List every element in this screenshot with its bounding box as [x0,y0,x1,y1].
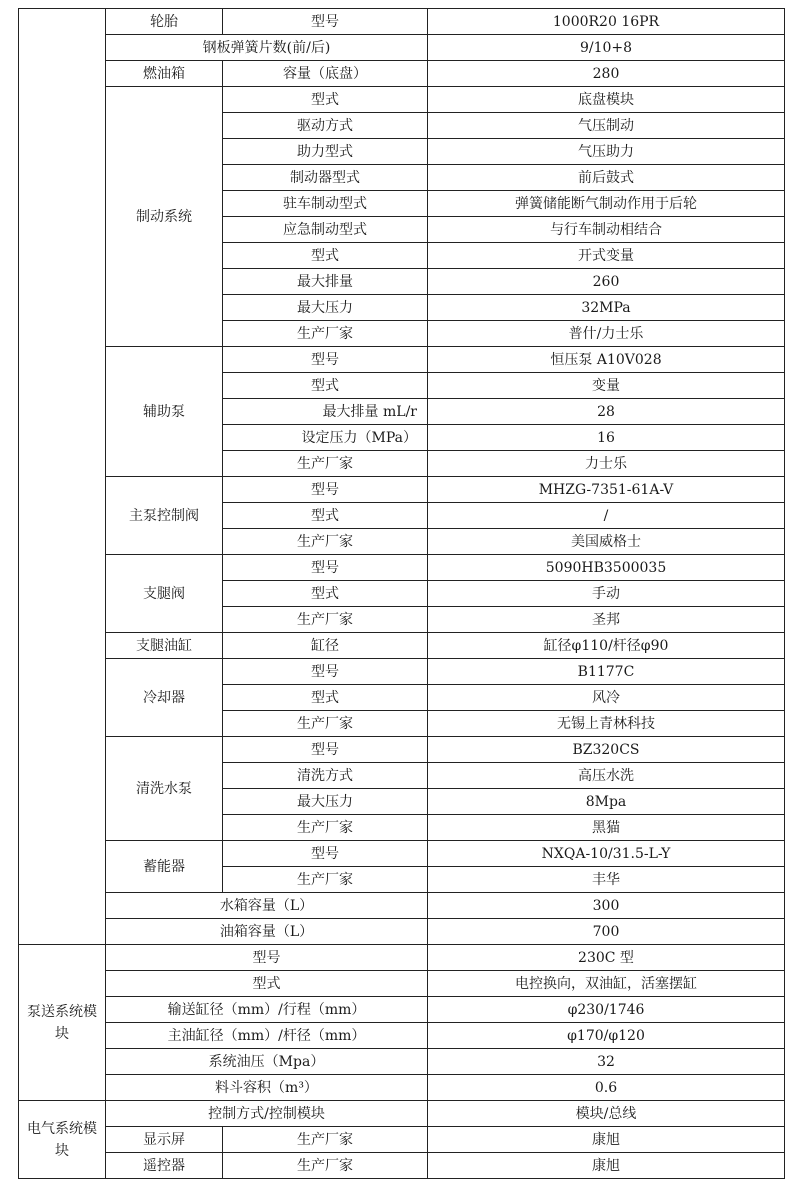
table-row [19,841,785,867]
param-cell: 生产厂家 [223,867,428,893]
value-cell: 230C 型 [428,945,785,971]
param-cell: 型式 [223,243,428,269]
value-cell: 8Mpa [428,789,785,815]
param-cell: 型式 [106,971,428,997]
value-cell: 32 [428,1049,785,1075]
module-cell-pumping: 泵送系统模块 [19,945,106,1101]
param-cell: 水箱容量（L） [106,893,428,919]
component-cell-aux-pump: 辅助泵 [106,347,223,477]
component-cell: 轮胎 [106,9,223,35]
value-cell: 电控换向，双油缸，活塞摆缸 [428,971,785,997]
chassis-module-cell [19,9,106,945]
value-cell: BZ320CS [428,737,785,763]
value-cell: 康旭 [428,1127,785,1153]
value-cell: 手动 [428,581,785,607]
table-row [19,35,785,61]
spec-table [18,8,785,1179]
param-cell: 型号 [223,477,428,503]
param-cell: 生产厂家 [223,711,428,737]
value-cell: 模块/总线 [428,1101,785,1127]
param-cell: 生产厂家 [223,529,428,555]
module-cell-electrical: 电气系统模块 [19,1101,106,1179]
param-cell: 型号 [223,9,428,35]
param-cell: 容量（底盘） [223,61,428,87]
value-cell: 高压水洗 [428,763,785,789]
table-row [19,919,785,945]
value-cell: 气压助力 [428,139,785,165]
table-row [19,971,785,997]
table-row [19,737,785,763]
param-cell: 型式 [223,581,428,607]
value-cell: 美国威格士 [428,529,785,555]
value-cell: 普什/力士乐 [428,321,785,347]
value-cell: / [428,503,785,529]
component-cell: 燃油箱 [106,61,223,87]
component-cell-cooler: 冷却器 [106,659,223,737]
param-cell: 缸径 [223,633,428,659]
table-row [19,555,785,581]
param-cell: 最大压力 [223,295,428,321]
table-row [19,997,785,1023]
table-row [19,633,785,659]
value-cell: 与行车制动相结合 [428,217,785,243]
value-cell: φ230/1746 [428,997,785,1023]
table-row [19,61,785,87]
param-cell: 生产厂家 [223,815,428,841]
value-cell: 28 [428,399,785,425]
value-cell: 300 [428,893,785,919]
param-cell: 型号 [106,945,428,971]
param-cell: 助力型式 [223,139,428,165]
table-row [19,9,785,35]
value-cell: φ170/φ120 [428,1023,785,1049]
param-cell: 型式 [223,373,428,399]
table-row [19,347,785,373]
value-cell: 底盘模块 [428,87,785,113]
param-cell: 型号 [223,737,428,763]
param-cell: 清洗方式 [223,763,428,789]
param-cell: 驱动方式 [223,113,428,139]
param-cell: 最大排量 [223,269,428,295]
value-cell: 风冷 [428,685,785,711]
value-cell: 无锡上青林科技 [428,711,785,737]
table-row [19,945,785,971]
param-cell: 最大排量 mL/r [223,399,428,425]
component-cell-brake-system: 制动系统 [106,87,223,347]
value-cell: 280 [428,61,785,87]
component-cell-main-pump-valve: 主泵控制阀 [106,477,223,555]
table-row [19,87,785,113]
component-cell: 显示屏 [106,1127,223,1153]
param-cell: 设定压力（MPa） [223,425,428,451]
param-cell: 型号 [223,659,428,685]
value-cell: 0.6 [428,1075,785,1101]
param-cell: 型式 [223,87,428,113]
component-cell-wash-pump: 清洗水泵 [106,737,223,841]
value-cell: 力士乐 [428,451,785,477]
value-cell: 丰华 [428,867,785,893]
param-cell: 生产厂家 [223,1153,428,1179]
table-row [19,1153,785,1179]
param-cell: 钢板弹簧片数(前/后) [106,35,428,61]
value-cell: 气压制动 [428,113,785,139]
table-row [19,1049,785,1075]
value-cell: 1000R20 16PR [428,9,785,35]
param-cell: 应急制动型式 [223,217,428,243]
table-row [19,477,785,503]
value-cell: 32MPa [428,295,785,321]
param-cell: 生产厂家 [223,607,428,633]
param-cell: 油箱容量（L） [106,919,428,945]
value-cell: 恒压泵 A10V028 [428,347,785,373]
value-cell: 16 [428,425,785,451]
param-cell: 料斗容积（m³） [106,1075,428,1101]
param-cell: 驻车制动型式 [223,191,428,217]
table-row [19,1075,785,1101]
param-cell: 型号 [223,555,428,581]
table-row [19,893,785,919]
param-cell: 输送缸径（mm）/行程（mm） [106,997,428,1023]
param-cell: 控制方式/控制模块 [106,1101,428,1127]
param-cell: 生产厂家 [223,321,428,347]
value-cell: 开式变量 [428,243,785,269]
param-cell: 主油缸径（mm）/杆径（mm） [106,1023,428,1049]
component-cell: 支腿油缸 [106,633,223,659]
value-cell: 9/10+8 [428,35,785,61]
value-cell: 260 [428,269,785,295]
value-cell: MHZG-7351-61A-V [428,477,785,503]
table-row [19,659,785,685]
value-cell: 变量 [428,373,785,399]
param-cell: 制动器型式 [223,165,428,191]
value-cell: 5090HB3500035 [428,555,785,581]
param-cell: 型号 [223,841,428,867]
component-cell-outrigger-valve: 支腿阀 [106,555,223,633]
value-cell: 康旭 [428,1153,785,1179]
param-cell: 最大压力 [223,789,428,815]
table-row [19,1023,785,1049]
value-cell: 弹簧储能断气制动作用于后轮 [428,191,785,217]
value-cell: B1177C [428,659,785,685]
value-cell: 圣邦 [428,607,785,633]
value-cell: 700 [428,919,785,945]
value-cell: NXQA-10/31.5-L-Y [428,841,785,867]
value-cell: 缸径φ110/杆径φ90 [428,633,785,659]
component-cell: 遥控器 [106,1153,223,1179]
param-cell: 型号 [223,347,428,373]
param-cell: 生产厂家 [223,451,428,477]
table-row [19,1127,785,1153]
param-cell: 型式 [223,685,428,711]
param-cell: 型式 [223,503,428,529]
table-row [19,1101,785,1127]
component-cell-accumulator: 蓄能器 [106,841,223,893]
param-cell: 系统油压（Mpa） [106,1049,428,1075]
param-cell: 生产厂家 [223,1127,428,1153]
value-cell: 黑猫 [428,815,785,841]
value-cell: 前后鼓式 [428,165,785,191]
